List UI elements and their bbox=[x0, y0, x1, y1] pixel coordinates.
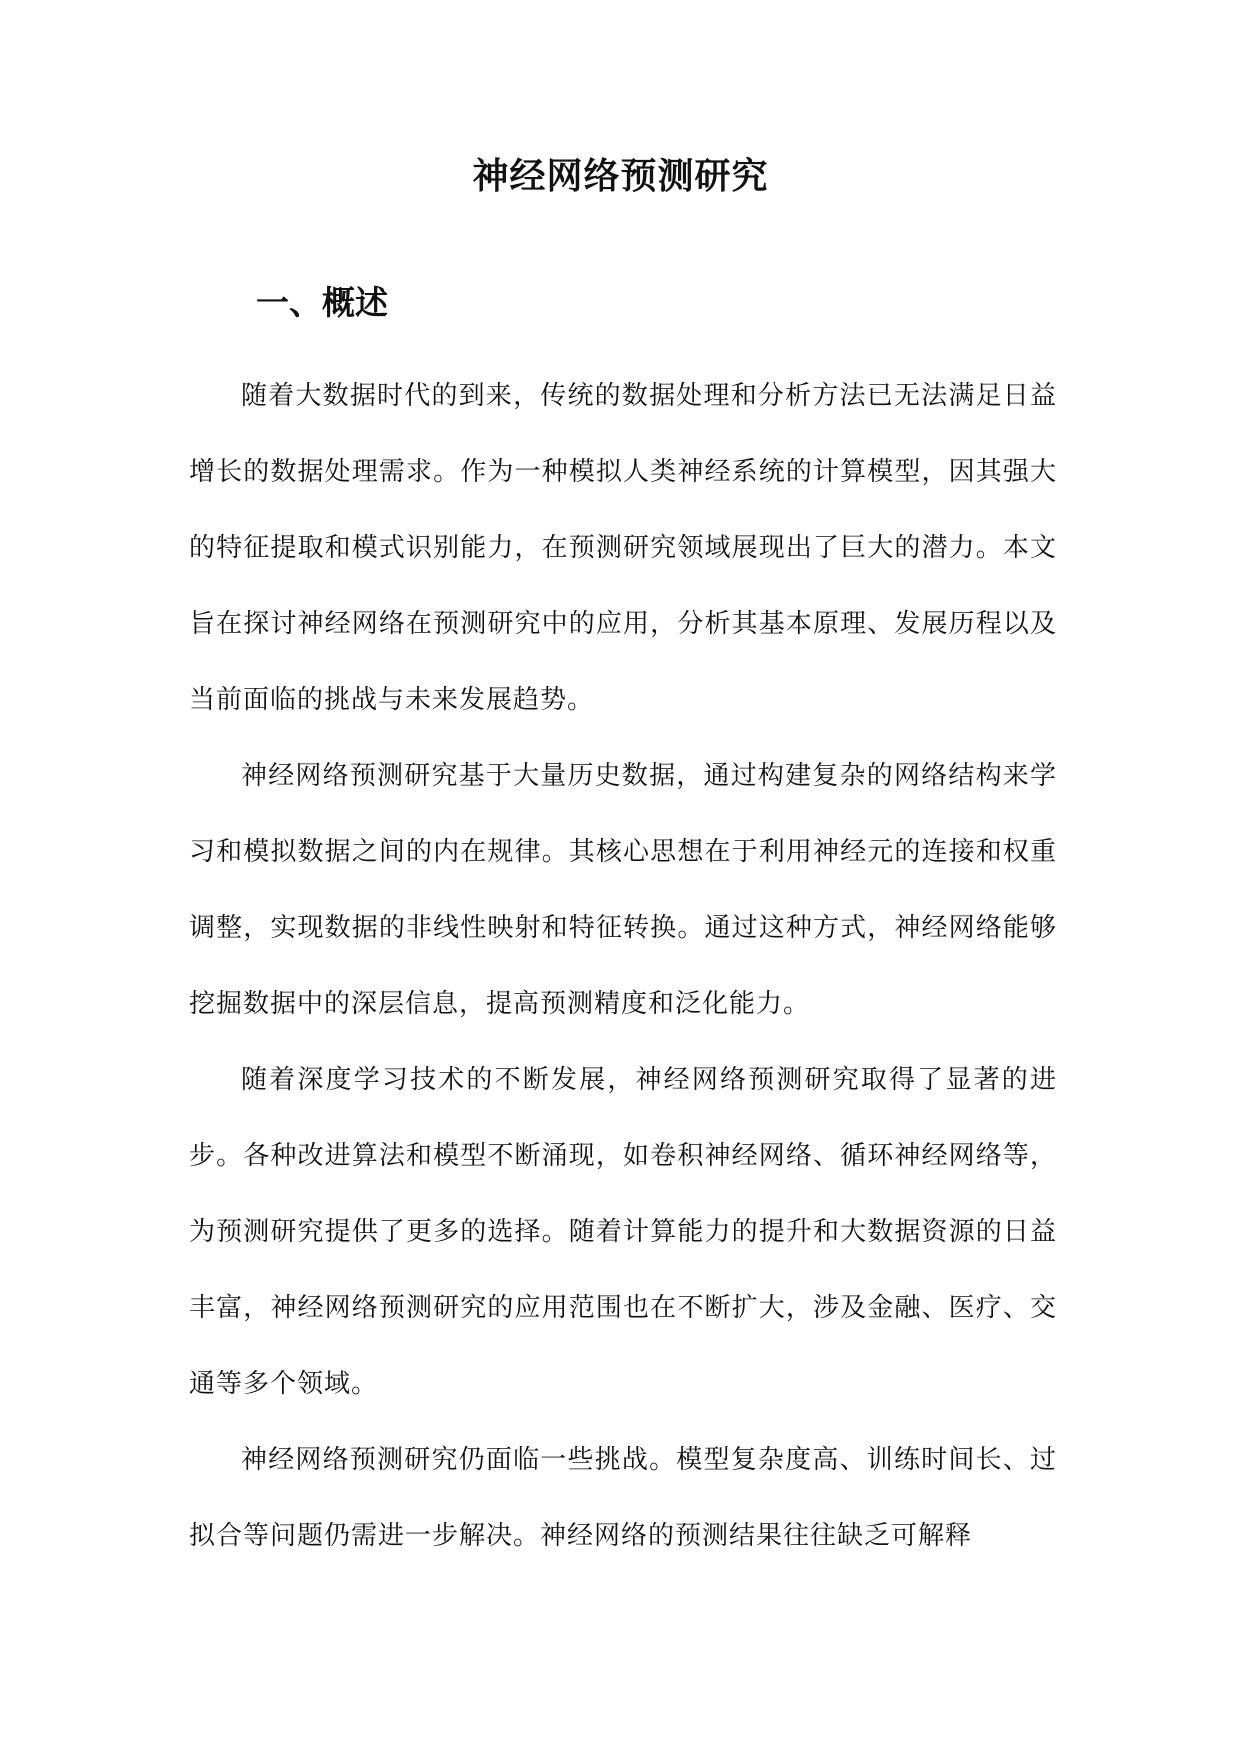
section-heading-overview: 一、概述 bbox=[256, 283, 388, 322]
paragraph-4: 神经网络预测研究仍面临一些挑战。模型复杂度高、训练时间长、过拟合等问题仍需进一步解决。神经网络的预测结果往往缺乏可解释 bbox=[189, 1445, 1057, 1551]
paragraph-1: 随着大数据时代的到来，传统的数据处理和分析方法已无法满足日益增长的数据处理需求。作为一种模拟人类神经系统的计算模型，因其强大的特征提取和模式识别能力，在预测研究领域展现出了巨大的潜力。本文旨在探讨神经网络在预测研究中的应用，分析其基本原理、发展历程以及当前面临的挑战与未来发展趋势。 bbox=[189, 381, 1057, 715]
paragraph-3: 随着深度学习技术的不断发展，神经网络预测研究取得了显著的进步。各种改进算法和模型不断涌现，如卷积神经网络、循环神经网络等，为预测研究提供了更多的选择。随着计算能力的提升和大数据资源的日益丰富，神经网络预测研究的应用范围也在不断扩大，涉及金融、医疗、交通等多个领域。 bbox=[189, 1065, 1057, 1399]
paragraph-2: 神经网络预测研究基于大量历史数据，通过构建复杂的网络结构来学习和模拟数据之间的内在规律。其核心思想在于利用神经元的连接和权重调整，实现数据的非线性映射和特征转换。通过这种方式，神经网络能够挖掘数据中的深层信息，提高预测精度和泛化能力。 bbox=[189, 761, 1057, 1019]
document-title: 神经网络预测研究 bbox=[472, 155, 769, 197]
section-body bbox=[189, 358, 1057, 1574]
